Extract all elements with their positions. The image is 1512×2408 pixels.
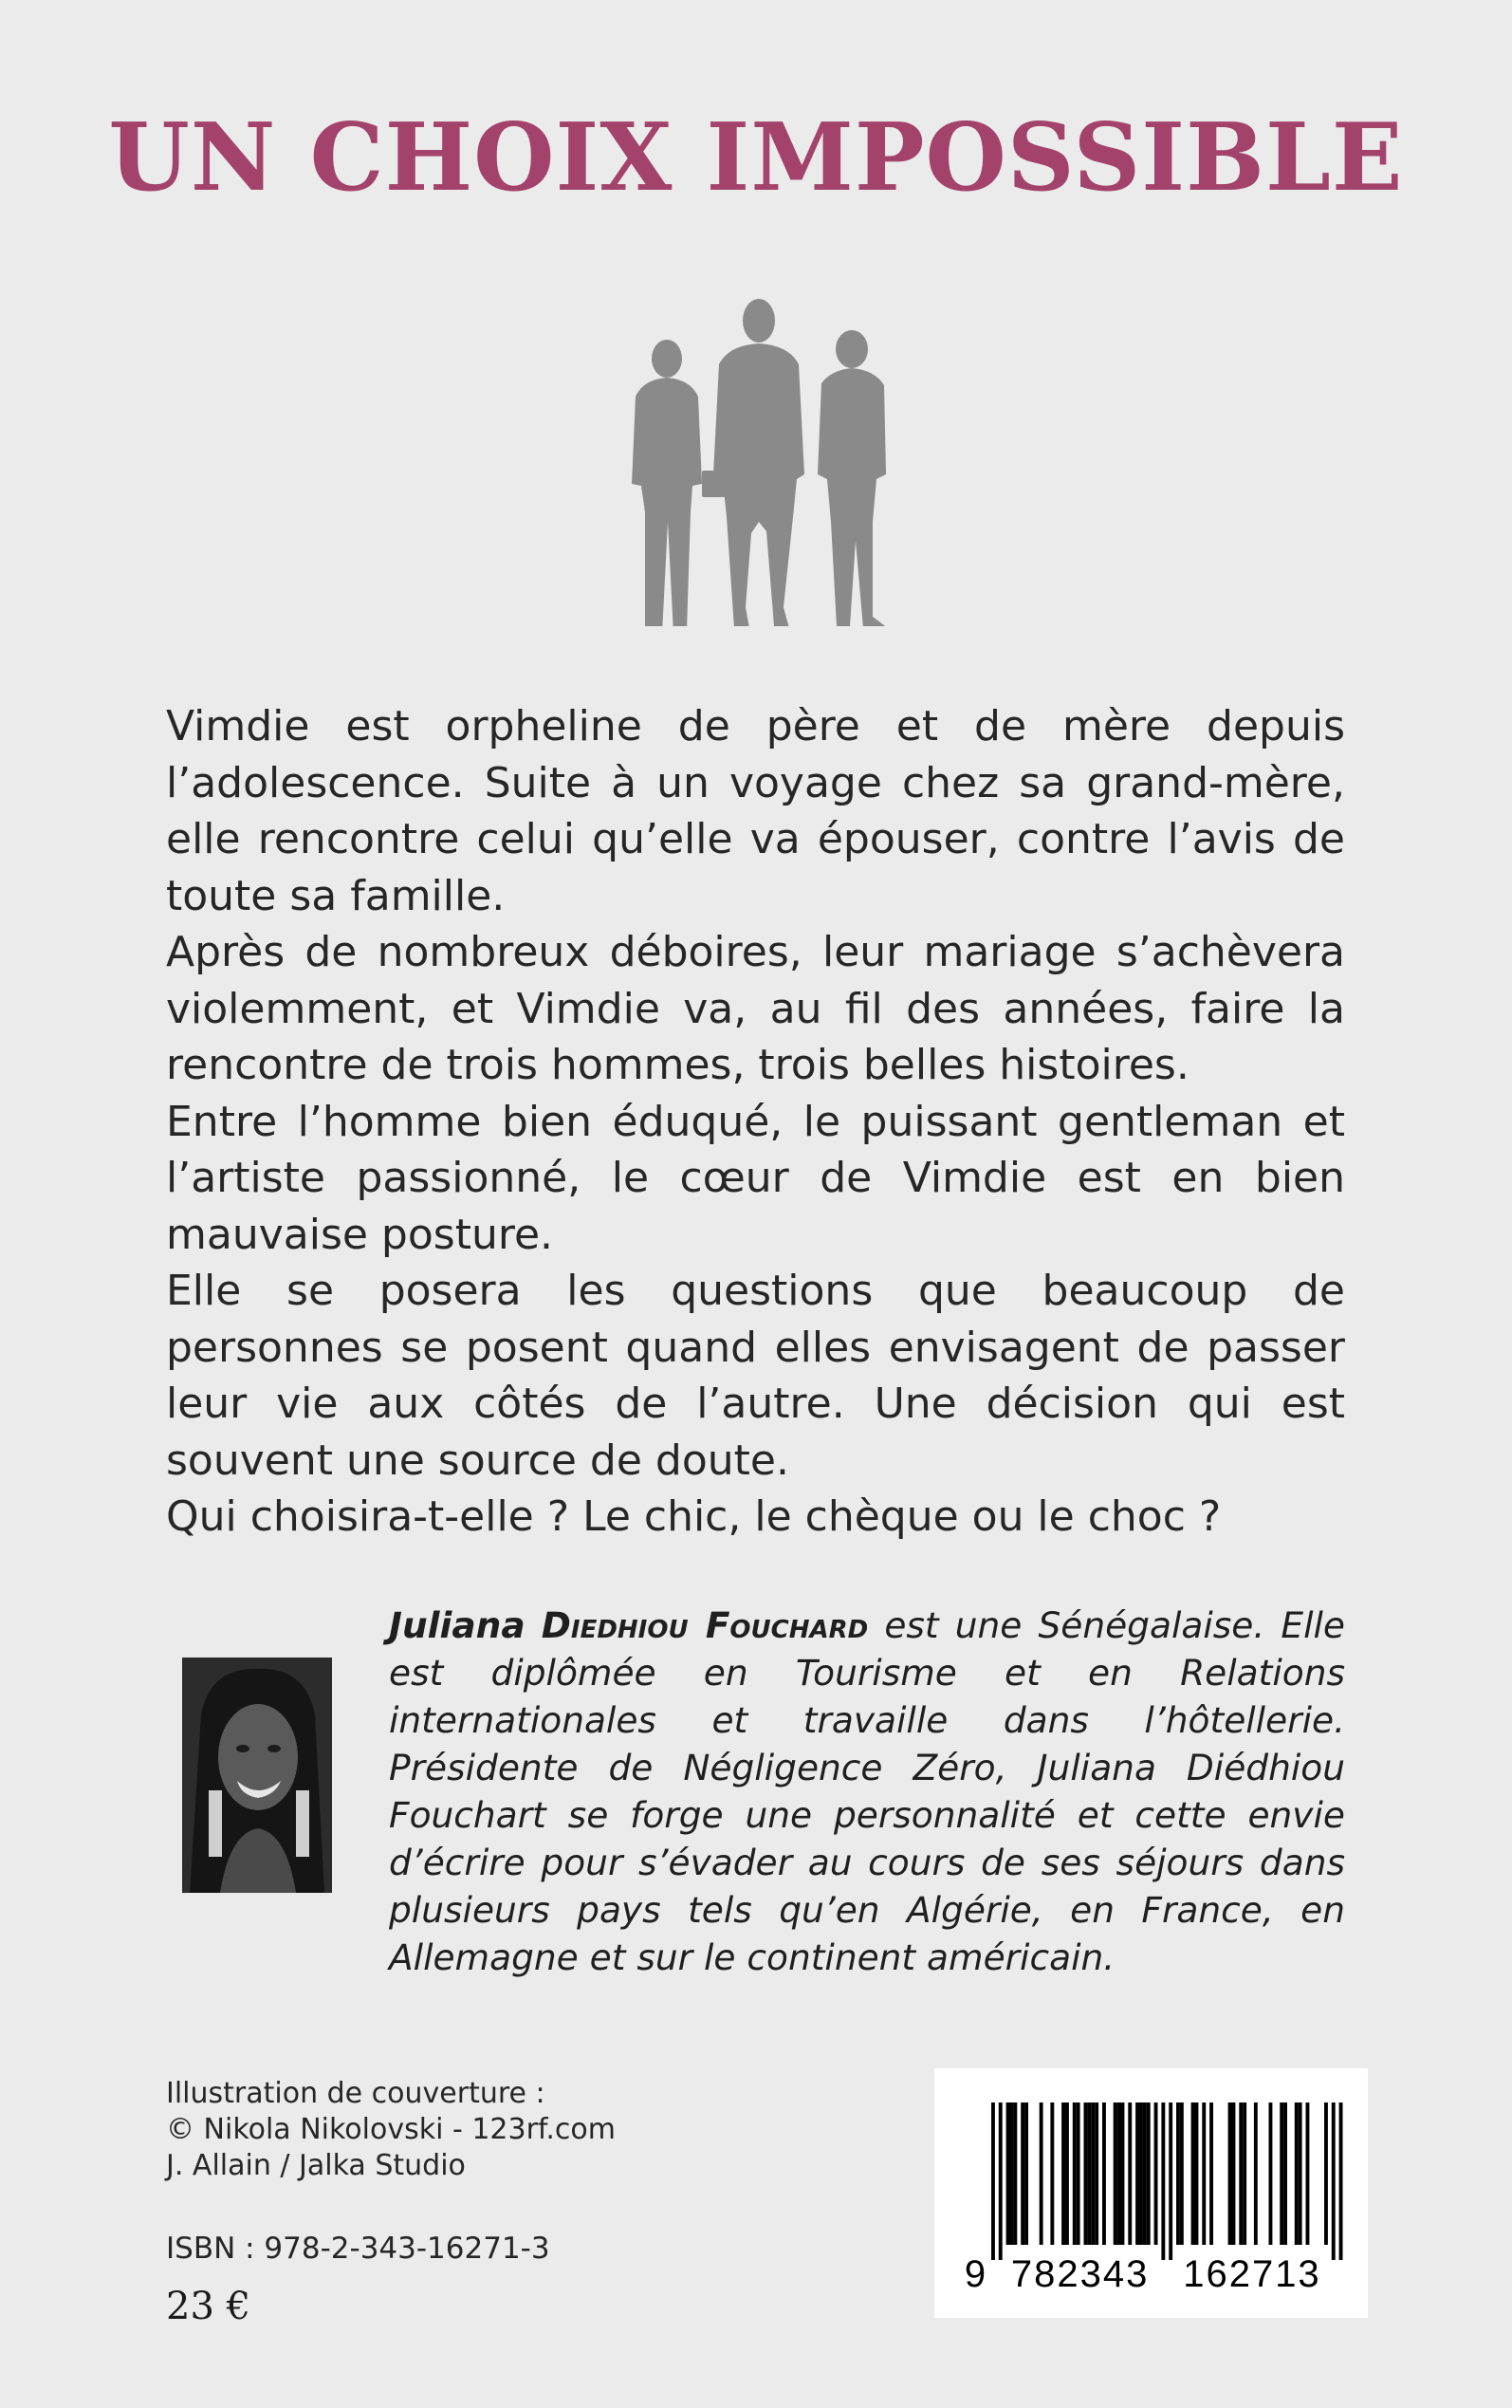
barcode-bar	[1243, 2102, 1246, 2245]
barcode-bar	[1139, 2102, 1143, 2245]
barcode-bar	[1324, 2102, 1328, 2245]
barcode-bar	[1084, 2102, 1088, 2245]
book-title: UN CHOIX IMPOSSIBLE	[108, 103, 1404, 213]
barcode-bar	[1176, 2102, 1180, 2245]
barcode-bar	[1306, 2102, 1310, 2245]
barcode-bar	[1154, 2102, 1158, 2245]
barcode-bar	[1102, 2102, 1106, 2245]
barcode-bar	[999, 2102, 1003, 2260]
barcode-bar	[1013, 2102, 1017, 2245]
barcode-bar	[1254, 2102, 1258, 2245]
barcode-bar	[1095, 2102, 1098, 2245]
credits	[166, 2076, 616, 2184]
barcode-bar	[1295, 2102, 1299, 2245]
barcode-bar	[1280, 2102, 1283, 2245]
barcode-bar	[1128, 2102, 1132, 2245]
synopsis-paragraph: Entre l’homme bien éduqué, le puissant gentleman et l’artiste passionné, le cœur de Vimdie est en bien mauvaise posture.	[166, 1097, 1345, 1259]
synopsis-paragraph: Vimdie est orpheline de père et de mère depuis l’adolescence. Suite à un voyage chez sa grand-mère, elle rencontre celui qu’elle va épouser, contre l’avis de toute sa famille.	[166, 702, 1345, 920]
barcode-bar	[1114, 2102, 1117, 2245]
barcode-bar	[1065, 2102, 1069, 2245]
barcode-bar	[1180, 2102, 1184, 2245]
barcode-bar	[1169, 2102, 1172, 2260]
barcode-bar	[1050, 2102, 1054, 2245]
barcode-bar	[1010, 2102, 1014, 2245]
barcode-bar	[1117, 2102, 1121, 2245]
credit-line: Illustration de couverture :	[166, 2077, 545, 2110]
barcode-bar	[1232, 2102, 1236, 2245]
barcode-bar	[1239, 2102, 1243, 2245]
barcode-bar	[1073, 2102, 1077, 2245]
barcode-digits: 782343	[1010, 2253, 1150, 2295]
synopsis-paragraph: Qui choisira-t-elle ? Le chic, le chèque ou le choc ?	[166, 1492, 1222, 1541]
barcode	[934, 2068, 1368, 2318]
credit-line: © Nikola Nikolovski - 123rf.com	[166, 2113, 616, 2146]
barcode-bars-icon	[934, 2068, 1368, 2318]
barcode-bar	[1191, 2102, 1195, 2245]
author-last-name: Diedhiou Fouchard	[541, 1604, 869, 1646]
barcode-bar	[1024, 2102, 1028, 2245]
barcode-bar	[1228, 2102, 1232, 2245]
barcode-bar	[1021, 2102, 1024, 2245]
barcode-bar	[1006, 2102, 1010, 2245]
author-bio	[389, 1602, 1345, 1981]
synopsis-paragraph: Elle se posera les questions que beaucoup de personnes se posent quand elles envisagent de passer leur vie aux côtés de l’autre. Une décision qui est souvent une source de doute.	[166, 1267, 1345, 1485]
author-first-name: Juliana	[389, 1604, 526, 1646]
barcode-bar	[1091, 2102, 1095, 2245]
barcode-bar	[1269, 2102, 1273, 2245]
barcode-bar	[1135, 2102, 1139, 2245]
barcode-bar	[1147, 2102, 1151, 2245]
barcode-bar	[1283, 2102, 1287, 2245]
isbn: ISBN : 978-2-343-16271-3	[166, 2232, 550, 2266]
barcode-bar	[1161, 2102, 1165, 2260]
barcode-bar	[1332, 2102, 1336, 2260]
barcode-bar	[1299, 2102, 1302, 2245]
barcode-digits: 162713	[1183, 2253, 1321, 2295]
barcode-bar	[991, 2102, 995, 2260]
barcode-bar	[1040, 2102, 1043, 2245]
barcode-bar	[1077, 2102, 1080, 2245]
barcode-bar	[1143, 2102, 1147, 2245]
barcode-bar	[1061, 2102, 1065, 2245]
three-men-silhouettes-icon	[607, 285, 911, 626]
barcode-bar	[1209, 2102, 1213, 2245]
barcode-digits: 9	[964, 2253, 988, 2295]
synopsis-paragraph: Après de nombreux déboires, leur mariage s’achèvera violemment, et Vimdie va, au fil des années, faire la rencontre de trois hommes, trois belles histoires.	[166, 928, 1345, 1089]
barcode-bar	[1087, 2102, 1091, 2245]
credit-line: J. Allain / Jalka Studio	[166, 2149, 466, 2182]
synopsis	[166, 698, 1345, 1546]
author-bio-text: est une Sénégalaise. Elle est diplômée en Tourisme et en Relations internationales et travaille dans l’hôtellerie. Présidente de Négligence Zéro, Juliana Diédhiou Fouchart se forge une personnalité et cette envie d’écrire pour s’évader au cours de ses séjours dans plusieurs pays tels qu’en Algérie, en France, en Allemagne et sur le continent américain.	[389, 1604, 1346, 1978]
author-portrait-icon	[182, 1658, 332, 1893]
barcode-bar	[1121, 2102, 1125, 2245]
price: 23 €	[166, 2285, 251, 2328]
barcode-bar	[1202, 2102, 1206, 2245]
barcode-bar	[1195, 2102, 1199, 2245]
barcode-bar	[1339, 2102, 1343, 2260]
